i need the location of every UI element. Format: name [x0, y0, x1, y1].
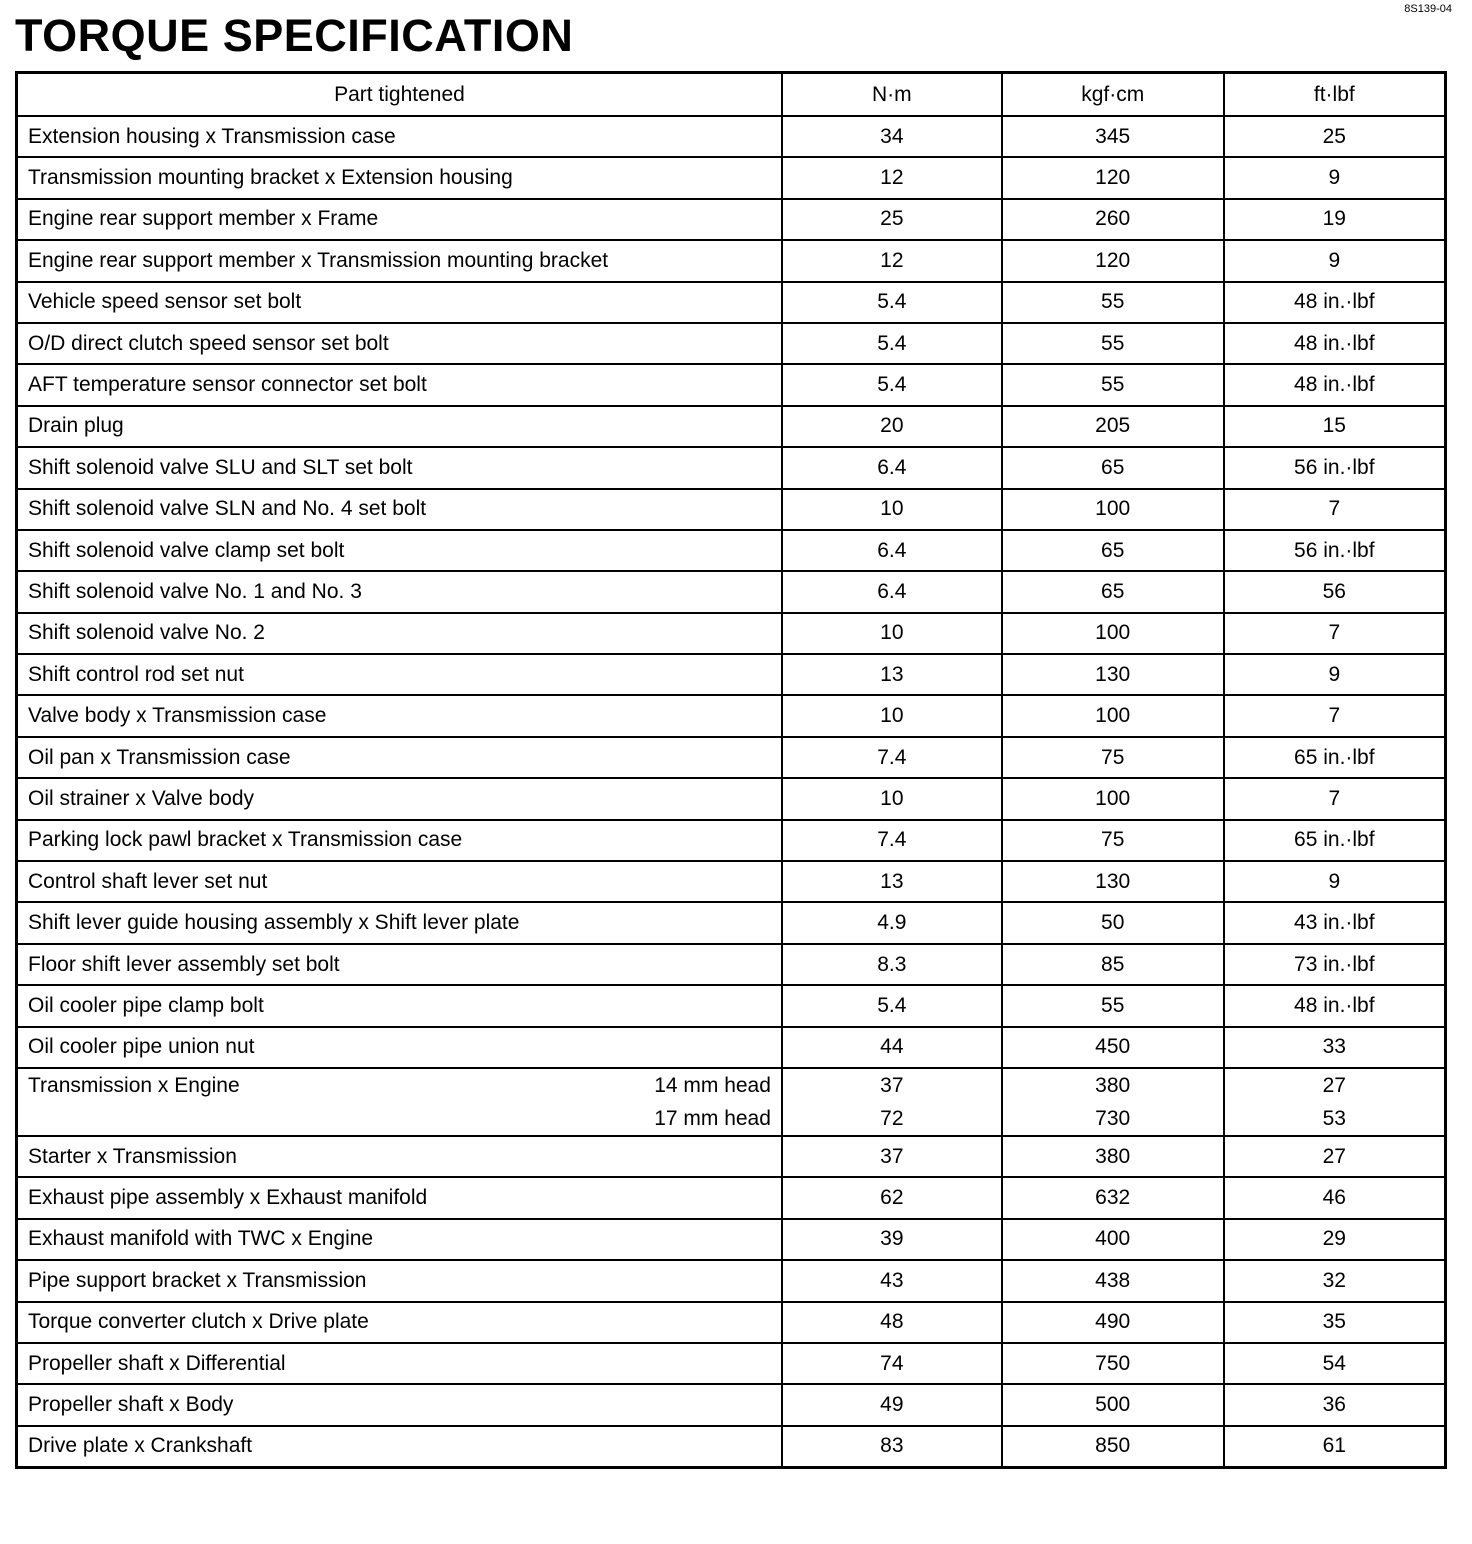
- value-ft: 48 in.·lbf: [1224, 364, 1446, 405]
- value-line: 730: [1095, 1106, 1131, 1130]
- value-ft: 56: [1224, 571, 1446, 612]
- table-row: [17, 364, 1446, 405]
- value-kgf: 65: [1002, 447, 1224, 488]
- value-kgf: 85: [1002, 944, 1224, 985]
- table-row: [17, 861, 1446, 902]
- value-ft: 9: [1224, 861, 1446, 902]
- value-kgf: 380: [1002, 1136, 1224, 1177]
- table-row: [17, 530, 1446, 571]
- table-row: [17, 1177, 1446, 1218]
- header-part: Part tightened: [17, 73, 782, 117]
- value-ft: 7: [1224, 778, 1446, 819]
- value-ft: 48 in.·lbf: [1224, 282, 1446, 323]
- value-ft: 65 in.·lbf: [1224, 737, 1446, 778]
- part-cell: Vehicle speed sensor set bolt: [17, 282, 782, 323]
- value-kgf: 260: [1002, 199, 1224, 240]
- table-row: [17, 737, 1446, 778]
- part-cell: Pipe support bracket x Transmission: [17, 1260, 782, 1301]
- value-line: 53: [1322, 1106, 1346, 1130]
- value-kgf: 55: [1002, 364, 1224, 405]
- value-nm: 5.4: [782, 985, 1002, 1026]
- header-nm: N·m: [782, 73, 1002, 117]
- value-ft: 48 in.·lbf: [1224, 323, 1446, 364]
- value-nm: 83: [782, 1426, 1002, 1468]
- part-cell: Shift solenoid valve clamp set bolt: [17, 530, 782, 571]
- sub-line: [28, 1069, 771, 1102]
- part-cell: [17, 1068, 782, 1136]
- value-kgf: 65: [1002, 571, 1224, 612]
- torque-table: [15, 71, 1447, 1469]
- table-row: [17, 1302, 1446, 1343]
- value-kgf: 50: [1002, 902, 1224, 943]
- part-cell: Shift lever guide housing assembly x Shift lever plate: [17, 902, 782, 943]
- value-line: 27: [1322, 1073, 1346, 1097]
- value-kgf: 205: [1002, 406, 1224, 447]
- value-ft: [1224, 1068, 1446, 1136]
- table-row: [17, 1027, 1446, 1068]
- value-ft: 7: [1224, 613, 1446, 654]
- value-nm: 7.4: [782, 737, 1002, 778]
- header-kgfcm: kgf·cm: [1002, 73, 1224, 117]
- value-ft: 7: [1224, 489, 1446, 530]
- value-kgf: 75: [1002, 820, 1224, 861]
- part-cell: Control shaft lever set nut: [17, 861, 782, 902]
- part-cell: Engine rear support member x Frame: [17, 199, 782, 240]
- value-ft: 33: [1224, 1027, 1446, 1068]
- value-kgf: 120: [1002, 157, 1224, 198]
- value-nm: 25: [782, 199, 1002, 240]
- part-cell: Shift control rod set nut: [17, 654, 782, 695]
- value-ft: 32: [1224, 1260, 1446, 1301]
- value-ft: 36: [1224, 1384, 1446, 1425]
- part-cell: Exhaust manifold with TWC x Engine: [17, 1219, 782, 1260]
- table-row: [17, 406, 1446, 447]
- value-kgf: 130: [1002, 861, 1224, 902]
- part-cell: Oil pan x Transmission case: [17, 737, 782, 778]
- value-ft: 27: [1224, 1136, 1446, 1177]
- value-ft: 7: [1224, 695, 1446, 736]
- table-header-row: [17, 73, 1446, 117]
- value-nm: 6.4: [782, 571, 1002, 612]
- value-ft: 9: [1224, 157, 1446, 198]
- table-row: [17, 199, 1446, 240]
- table-row: [17, 944, 1446, 985]
- value-nm: 5.4: [782, 282, 1002, 323]
- value-nm: 10: [782, 778, 1002, 819]
- value-nm: 44: [782, 1027, 1002, 1068]
- value-ft: 65 in.·lbf: [1224, 820, 1446, 861]
- part-cell: Extension housing x Transmission case: [17, 116, 782, 157]
- table-row: [17, 902, 1446, 943]
- value-nm: 5.4: [782, 364, 1002, 405]
- value-kgf: 345: [1002, 116, 1224, 157]
- value-ft: 56 in.·lbf: [1224, 530, 1446, 571]
- value-nm: 12: [782, 240, 1002, 281]
- value-nm: 13: [782, 861, 1002, 902]
- value-line: 37: [880, 1073, 904, 1097]
- value-ft: 19: [1224, 199, 1446, 240]
- part-cell: Shift solenoid valve No. 1 and No. 3: [17, 571, 782, 612]
- table-row: [17, 116, 1446, 157]
- value-nm: 39: [782, 1219, 1002, 1260]
- value-nm: 13: [782, 654, 1002, 695]
- value-kgf: 65: [1002, 530, 1224, 571]
- part-cell: Shift solenoid valve No. 2: [17, 613, 782, 654]
- part-name: Transmission x Engine: [28, 1073, 240, 1097]
- value-kgf: 100: [1002, 613, 1224, 654]
- table-row: [17, 654, 1446, 695]
- value-nm: 5.4: [782, 323, 1002, 364]
- part-cell: Starter x Transmission: [17, 1136, 782, 1177]
- value-kgf: 120: [1002, 240, 1224, 281]
- value-kgf: 850: [1002, 1426, 1224, 1468]
- part-cell: Oil strainer x Valve body: [17, 778, 782, 819]
- table-row: [17, 1219, 1446, 1260]
- part-cell: Oil cooler pipe clamp bolt: [17, 985, 782, 1026]
- value-nm: 4.9: [782, 902, 1002, 943]
- value-ft: 15: [1224, 406, 1446, 447]
- value-nm: 20: [782, 406, 1002, 447]
- document-code: 8S139-04: [1404, 3, 1452, 15]
- value-kgf: 75: [1002, 737, 1224, 778]
- part-cell: Propeller shaft x Body: [17, 1384, 782, 1425]
- value-nm: 10: [782, 695, 1002, 736]
- table-row: [17, 613, 1446, 654]
- value-nm: 6.4: [782, 530, 1002, 571]
- part-cell: Propeller shaft x Differential: [17, 1343, 782, 1384]
- value-kgf: 450: [1002, 1027, 1224, 1068]
- part-cell: Floor shift lever assembly set bolt: [17, 944, 782, 985]
- value-line: 72: [880, 1106, 904, 1130]
- part-cell: Torque converter clutch x Drive plate: [17, 1302, 782, 1343]
- value-nm: 43: [782, 1260, 1002, 1301]
- table-row: [17, 1136, 1446, 1177]
- value-ft: 43 in.·lbf: [1224, 902, 1446, 943]
- table-row: [17, 1260, 1446, 1301]
- part-cell: Shift solenoid valve SLU and SLT set bolt: [17, 447, 782, 488]
- table-row: [17, 695, 1446, 736]
- part-cell: O/D direct clutch speed sensor set bolt: [17, 323, 782, 364]
- value-nm: 10: [782, 613, 1002, 654]
- table-row: [17, 282, 1446, 323]
- value-kgf: 55: [1002, 985, 1224, 1026]
- value-ft: 29: [1224, 1219, 1446, 1260]
- value-kgf: 100: [1002, 695, 1224, 736]
- value-nm: 34: [782, 116, 1002, 157]
- value-nm: 62: [782, 1177, 1002, 1218]
- table-row: [17, 1068, 1446, 1136]
- value-nm: 10: [782, 489, 1002, 530]
- value-ft: 61: [1224, 1426, 1446, 1468]
- value-nm: 8.3: [782, 944, 1002, 985]
- table-row: [17, 985, 1446, 1026]
- value-nm: 48: [782, 1302, 1002, 1343]
- value-kgf: 490: [1002, 1302, 1224, 1343]
- part-cell: Valve body x Transmission case: [17, 695, 782, 736]
- head-size: 14 mm head: [654, 1073, 771, 1097]
- value-ft: 9: [1224, 240, 1446, 281]
- value-nm: [782, 1068, 1002, 1136]
- value-ft: 54: [1224, 1343, 1446, 1384]
- value-ft: 25: [1224, 116, 1446, 157]
- table-row: [17, 447, 1446, 488]
- table-row: [17, 240, 1446, 281]
- value-kgf: 438: [1002, 1260, 1224, 1301]
- value-nm: 37: [782, 1136, 1002, 1177]
- value-kgf: 632: [1002, 1177, 1224, 1218]
- part-cell: Drive plate x Crankshaft: [17, 1426, 782, 1468]
- table-row: [17, 571, 1446, 612]
- value-nm: 12: [782, 157, 1002, 198]
- value-line: 380: [1095, 1073, 1131, 1097]
- value-kgf: 55: [1002, 282, 1224, 323]
- table-row: [17, 820, 1446, 861]
- value-ft: 56 in.·lbf: [1224, 447, 1446, 488]
- table-row: [17, 323, 1446, 364]
- sub-line: [28, 1102, 771, 1135]
- value-kgf: 100: [1002, 489, 1224, 530]
- part-cell: Parking lock pawl bracket x Transmission case: [17, 820, 782, 861]
- value-ft: 9: [1224, 654, 1446, 695]
- part-cell: Drain plug: [17, 406, 782, 447]
- table-row: [17, 489, 1446, 530]
- head-size: 17 mm head: [654, 1106, 771, 1130]
- table-row: [17, 1343, 1446, 1384]
- value-kgf: 130: [1002, 654, 1224, 695]
- value-ft: 46: [1224, 1177, 1446, 1218]
- value-nm: 74: [782, 1343, 1002, 1384]
- value-kgf: 500: [1002, 1384, 1224, 1425]
- part-cell: Exhaust pipe assembly x Exhaust manifold: [17, 1177, 782, 1218]
- value-nm: 6.4: [782, 447, 1002, 488]
- value-nm: 7.4: [782, 820, 1002, 861]
- table-row: [17, 1426, 1446, 1468]
- value-ft: 35: [1224, 1302, 1446, 1343]
- value-kgf: 400: [1002, 1219, 1224, 1260]
- part-cell: AFT temperature sensor connector set bolt: [17, 364, 782, 405]
- value-kgf: [1002, 1068, 1224, 1136]
- table-row: [17, 778, 1446, 819]
- value-nm: 49: [782, 1384, 1002, 1425]
- table-row: [17, 1384, 1446, 1425]
- value-kgf: 100: [1002, 778, 1224, 819]
- table-row: [17, 157, 1446, 198]
- header-ftlbf: ft·lbf: [1224, 73, 1446, 117]
- part-cell: Engine rear support member x Transmission mounting bracket: [17, 240, 782, 281]
- value-kgf: 750: [1002, 1343, 1224, 1384]
- value-ft: 48 in.·lbf: [1224, 985, 1446, 1026]
- value-ft: 73 in.·lbf: [1224, 944, 1446, 985]
- value-kgf: 55: [1002, 323, 1224, 364]
- part-cell: Oil cooler pipe union nut: [17, 1027, 782, 1068]
- part-cell: Shift solenoid valve SLN and No. 4 set bolt: [17, 489, 782, 530]
- page-title: TORQUE SPECIFICATION: [15, 10, 574, 61]
- part-cell: Transmission mounting bracket x Extension housing: [17, 157, 782, 198]
